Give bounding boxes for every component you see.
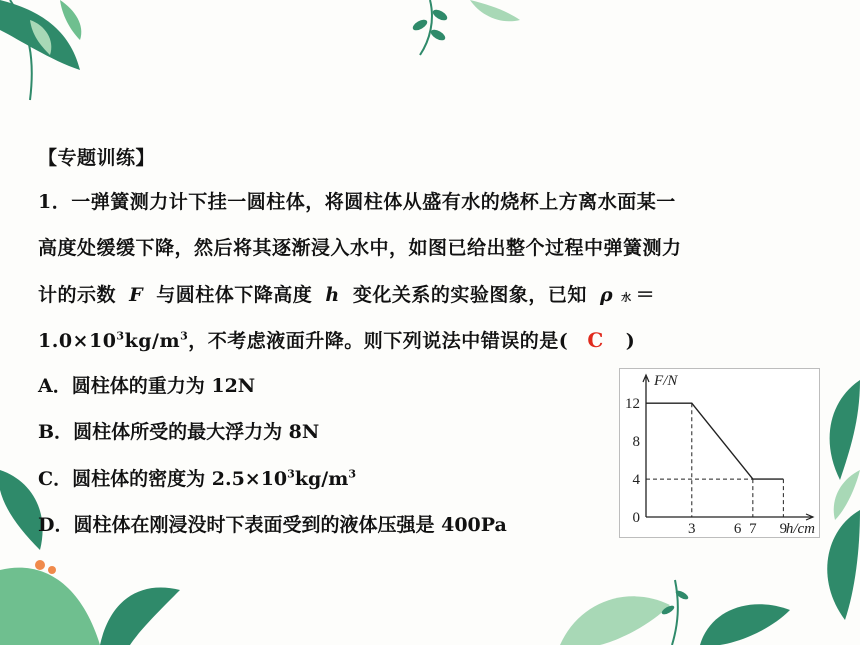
leaf-decoration-bottom-center — [560, 570, 800, 645]
question-line-1 — [38, 187, 676, 214]
density-unit: kg/m — [124, 330, 181, 352]
option-text: 圆柱体所受的最大浮力为 8N — [73, 421, 320, 443]
question-text-3c: 变化关系的实验图象，已知 — [352, 284, 587, 306]
question-line-4 — [38, 326, 635, 353]
option-label: C． — [38, 468, 73, 490]
exponent: 3 — [287, 467, 295, 481]
var-F: F — [129, 284, 144, 306]
unit-exponent: 3 — [348, 467, 356, 481]
y-tick-label-12: 12 — [625, 396, 640, 413]
rho-subscript: 水 — [621, 293, 632, 304]
exponent: 3 — [116, 329, 125, 343]
section-title: 【专题训练】 — [38, 147, 156, 169]
question-text-3b: 与圆柱体下降高度 — [156, 284, 313, 306]
close-paren: ) — [625, 330, 636, 352]
question-number: 1． — [38, 191, 72, 213]
force-height-graph — [619, 368, 820, 538]
density-value: 1.0×10 — [38, 330, 117, 352]
y-tick-label-0: 0 — [632, 510, 640, 526]
question-line-2: 高度处缓缓下降，然后将其逐渐浸入水中，如图已给出整个过程中弹簧测力 — [38, 237, 682, 259]
option-label: A． — [38, 375, 72, 397]
option-a — [38, 371, 255, 398]
question-text-4: ，不考虑液面升降。则下列说法中错误的是( — [188, 330, 569, 352]
question-line-3 — [38, 280, 655, 307]
x-tick-label-3: 3 — [688, 521, 696, 537]
x-axis-label: h/cm — [785, 521, 815, 537]
x-tick-label-7: 7 — [749, 521, 757, 537]
y-axis-label: F/N — [654, 373, 678, 389]
leaf-decoration-bottom-left — [0, 470, 200, 645]
var-rho: ρ — [600, 284, 614, 306]
option-b — [38, 417, 319, 444]
answer-mark: C — [587, 328, 604, 352]
option-d — [38, 510, 507, 537]
option-label: D． — [38, 514, 74, 536]
leaf-decoration-top-center — [410, 0, 530, 60]
option-text: 圆柱体的重力为 12N — [71, 375, 256, 397]
question-text-3a: 计的示数 — [38, 284, 117, 306]
leaf-decoration-top-left — [0, 0, 120, 110]
y-tick-label-8: 8 — [632, 434, 640, 451]
option-unit: kg/m — [294, 468, 349, 490]
equals-sign: ＝ — [635, 284, 656, 306]
option-text: 圆柱体的密度为 2.5×10 — [72, 468, 288, 490]
unit-exponent: 3 — [180, 329, 189, 343]
question-text-1: 一弹簧测力计下挂一圆柱体，将圆柱体从盛有水的烧杯上方离水面某一 — [71, 191, 676, 213]
option-label: B． — [38, 421, 74, 443]
option-c — [38, 464, 356, 491]
option-text: 圆柱体在刚浸没时下表面受到的液体压强是 400Pa — [73, 514, 507, 536]
series-line — [646, 403, 783, 479]
y-tick-label-4: 4 — [632, 472, 640, 489]
x-tick-label-9: 9 — [779, 521, 788, 537]
var-h: h — [325, 284, 340, 306]
x-tick-label-6: 6 — [733, 521, 742, 537]
